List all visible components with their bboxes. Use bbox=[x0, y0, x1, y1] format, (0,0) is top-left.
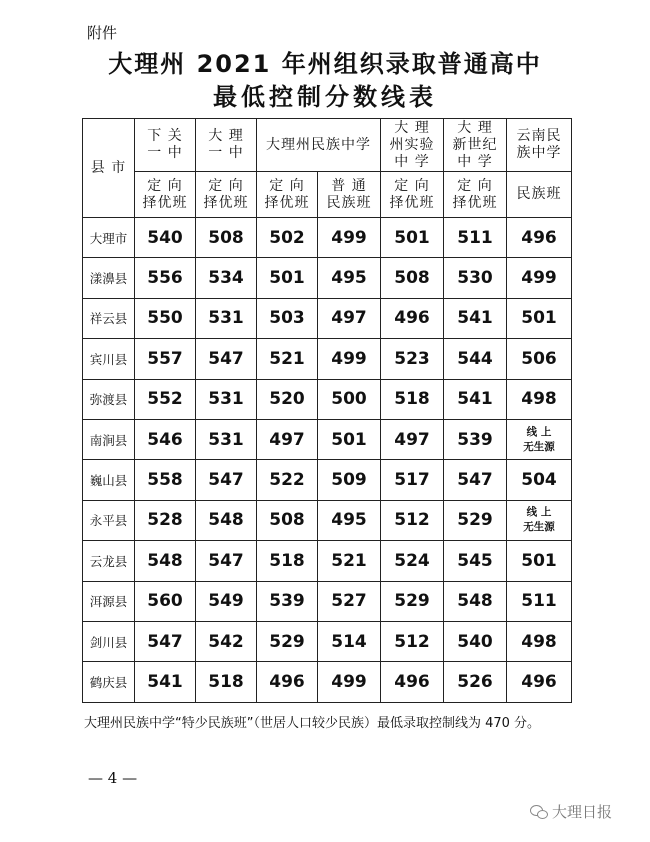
score-cell: 501 bbox=[318, 419, 381, 459]
score-cell: 495 bbox=[318, 258, 381, 298]
score-cell: 522 bbox=[257, 460, 318, 500]
watermark-text: 大理日报 bbox=[552, 803, 613, 821]
county-cell: 大理市 bbox=[83, 218, 135, 258]
score-cell: 548 bbox=[135, 541, 196, 581]
score-cell: 523 bbox=[381, 339, 444, 379]
score-cell: 517 bbox=[381, 460, 444, 500]
score-cell: 518 bbox=[381, 379, 444, 419]
county-cell: 洱源县 bbox=[83, 581, 135, 621]
score-cell: 550 bbox=[135, 298, 196, 338]
score-cell: 497 bbox=[318, 298, 381, 338]
score-cell: 552 bbox=[135, 379, 196, 419]
score-cell: 539 bbox=[257, 581, 318, 621]
score-cell: 556 bbox=[135, 258, 196, 298]
score-cell: 534 bbox=[196, 258, 257, 298]
score-cell: 499 bbox=[318, 662, 381, 702]
score-cell: 547 bbox=[196, 460, 257, 500]
score-cell: 529 bbox=[381, 581, 444, 621]
header-class: 民族班 bbox=[507, 172, 572, 218]
score-cell: 499 bbox=[507, 258, 572, 298]
header-county: 县 市 bbox=[83, 119, 135, 218]
score-cell: 531 bbox=[196, 419, 257, 459]
county-cell: 祥云县 bbox=[83, 298, 135, 338]
header-school: 大 理 新世纪 中 学 bbox=[444, 119, 507, 172]
header-class: 定 向 择优班 bbox=[135, 172, 196, 218]
score-cell: 544 bbox=[444, 339, 507, 379]
table-row bbox=[83, 218, 572, 258]
score-cell: 541 bbox=[444, 379, 507, 419]
score-cell: 497 bbox=[381, 419, 444, 459]
header-class: 定 向 择优班 bbox=[257, 172, 318, 218]
score-cell: 508 bbox=[381, 258, 444, 298]
score-cell: 549 bbox=[196, 581, 257, 621]
score-cell: 496 bbox=[507, 662, 572, 702]
score-cell: 539 bbox=[444, 419, 507, 459]
table-row bbox=[83, 258, 572, 298]
score-cell: 541 bbox=[444, 298, 507, 338]
score-cell: 531 bbox=[196, 379, 257, 419]
county-cell: 宾川县 bbox=[83, 339, 135, 379]
header-school: 大 理 一 中 bbox=[196, 119, 257, 172]
score-cell: 501 bbox=[507, 541, 572, 581]
score-table bbox=[82, 118, 572, 703]
score-cell: 521 bbox=[257, 339, 318, 379]
score-cell: 518 bbox=[257, 541, 318, 581]
score-cell: 541 bbox=[135, 662, 196, 702]
score-cell: 547 bbox=[135, 621, 196, 661]
score-cell: 496 bbox=[381, 298, 444, 338]
score-cell: 503 bbox=[257, 298, 318, 338]
header-school: 大理州民族中学 bbox=[257, 119, 381, 172]
table-row bbox=[83, 298, 572, 338]
score-cell: 511 bbox=[444, 218, 507, 258]
table-row bbox=[83, 460, 572, 500]
county-cell: 云龙县 bbox=[83, 541, 135, 581]
score-cell: 512 bbox=[381, 500, 444, 540]
score-cell: 498 bbox=[507, 379, 572, 419]
score-cell: 499 bbox=[318, 339, 381, 379]
table-row bbox=[83, 621, 572, 661]
annex-label: 附件 bbox=[87, 24, 118, 42]
wechat-icon bbox=[530, 805, 548, 819]
score-cell: 520 bbox=[257, 379, 318, 419]
county-cell: 漾濞县 bbox=[83, 258, 135, 298]
score-cell: 530 bbox=[444, 258, 507, 298]
score-cell: 518 bbox=[196, 662, 257, 702]
score-cell: 526 bbox=[444, 662, 507, 702]
header-school: 云南民 族中学 bbox=[507, 119, 572, 172]
score-cell: 531 bbox=[196, 298, 257, 338]
score-cell: 540 bbox=[135, 218, 196, 258]
score-cell: 501 bbox=[507, 298, 572, 338]
table-row bbox=[83, 379, 572, 419]
score-cell: 545 bbox=[444, 541, 507, 581]
page-number: — 4 — bbox=[88, 769, 138, 787]
county-cell: 永平县 bbox=[83, 500, 135, 540]
table-row bbox=[83, 541, 572, 581]
score-cell: 548 bbox=[444, 581, 507, 621]
score-cell: 498 bbox=[507, 621, 572, 661]
table-row bbox=[83, 419, 572, 459]
header-class: 普 通 民族班 bbox=[318, 172, 381, 218]
header-class: 定 向 择优班 bbox=[196, 172, 257, 218]
header-school: 大 理 州实验 中 学 bbox=[381, 119, 444, 172]
table-row bbox=[83, 339, 572, 379]
header-school: 下 关 一 中 bbox=[135, 119, 196, 172]
score-cell: 527 bbox=[318, 581, 381, 621]
score-cell: 500 bbox=[318, 379, 381, 419]
score-cell: 542 bbox=[196, 621, 257, 661]
score-cell: 557 bbox=[135, 339, 196, 379]
score-cell: 499 bbox=[318, 218, 381, 258]
score-cell: 496 bbox=[507, 218, 572, 258]
table-row bbox=[83, 662, 572, 702]
score-cell: 512 bbox=[381, 621, 444, 661]
county-cell: 鹤庆县 bbox=[83, 662, 135, 702]
score-cell: 540 bbox=[444, 621, 507, 661]
score-cell: 547 bbox=[444, 460, 507, 500]
score-cell: 线 上 无生源 bbox=[507, 500, 572, 540]
score-cell: 546 bbox=[135, 419, 196, 459]
score-cell: 502 bbox=[257, 218, 318, 258]
score-cell: 511 bbox=[507, 581, 572, 621]
county-cell: 弥渡县 bbox=[83, 379, 135, 419]
score-cell: 528 bbox=[135, 500, 196, 540]
score-cell: 548 bbox=[196, 500, 257, 540]
score-cell: 508 bbox=[196, 218, 257, 258]
score-cell: 509 bbox=[318, 460, 381, 500]
score-cell: 529 bbox=[257, 621, 318, 661]
score-cell: 497 bbox=[257, 419, 318, 459]
county-cell: 南涧县 bbox=[83, 419, 135, 459]
score-cell: 线 上 无生源 bbox=[507, 419, 572, 459]
county-cell: 剑川县 bbox=[83, 621, 135, 661]
score-cell: 560 bbox=[135, 581, 196, 621]
score-cell: 501 bbox=[257, 258, 318, 298]
table-body bbox=[83, 218, 572, 703]
page-subtitle: 最低控制分数线表 bbox=[213, 83, 437, 111]
score-cell: 501 bbox=[381, 218, 444, 258]
score-cell: 504 bbox=[507, 460, 572, 500]
score-cell: 496 bbox=[381, 662, 444, 702]
score-cell: 496 bbox=[257, 662, 318, 702]
page-title: 大理州 2021 年州组织录取普通高中 bbox=[108, 50, 542, 78]
score-cell: 529 bbox=[444, 500, 507, 540]
score-cell: 495 bbox=[318, 500, 381, 540]
footnote: 大理州民族中学“特少民族班”（世居人口较少民族）最低录取控制线为 470 分。 bbox=[84, 716, 541, 731]
table-row bbox=[83, 500, 572, 540]
score-cell: 524 bbox=[381, 541, 444, 581]
table-row bbox=[83, 581, 572, 621]
score-cell: 508 bbox=[257, 500, 318, 540]
score-cell: 547 bbox=[196, 339, 257, 379]
watermark bbox=[530, 801, 612, 822]
county-cell: 巍山县 bbox=[83, 460, 135, 500]
score-cell: 547 bbox=[196, 541, 257, 581]
score-cell: 521 bbox=[318, 541, 381, 581]
score-cell: 514 bbox=[318, 621, 381, 661]
header-class: 定 向 择优班 bbox=[444, 172, 507, 218]
score-cell: 558 bbox=[135, 460, 196, 500]
header-class: 定 向 择优班 bbox=[381, 172, 444, 218]
score-cell: 506 bbox=[507, 339, 572, 379]
